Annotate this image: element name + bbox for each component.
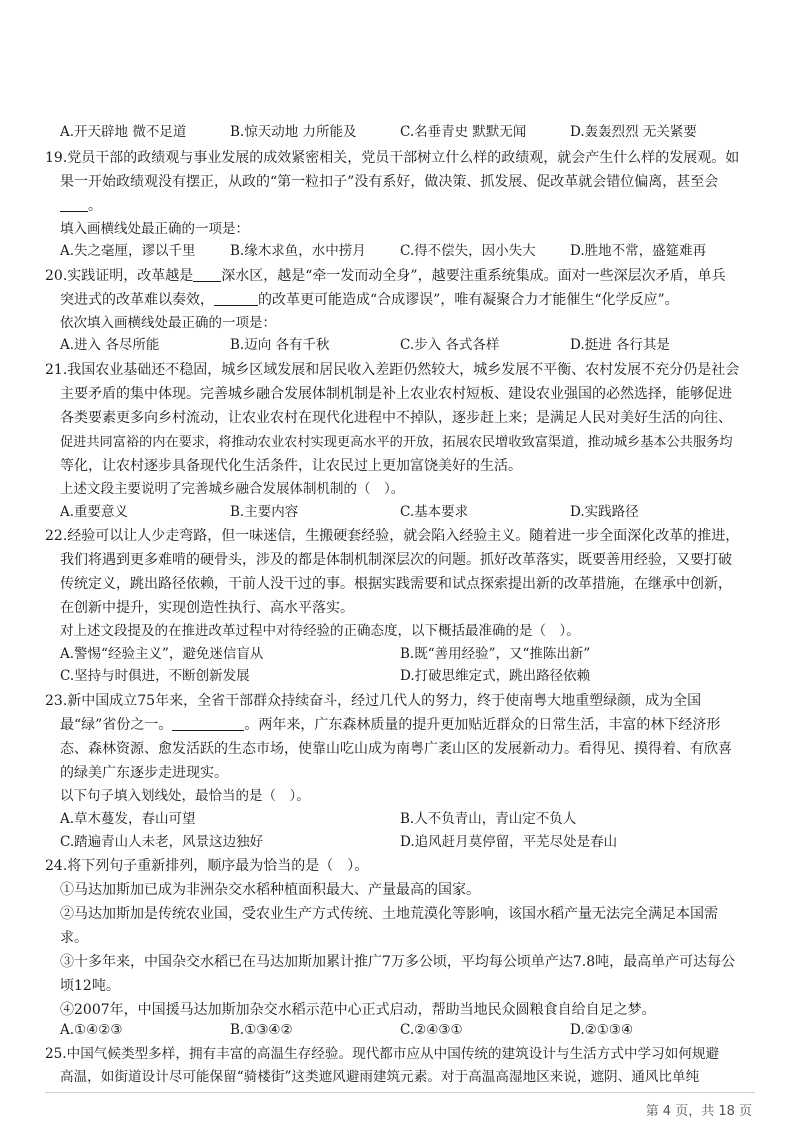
q23-option-c: C.踏遍青山人未老，风景这边独好 (60, 834, 264, 850)
q21-option-b: B.主要内容 (230, 504, 299, 520)
q20-prompt: 依次填入画横线处最正确的一项是： (60, 315, 276, 331)
q21-option-d: D.实践路径 (570, 504, 639, 520)
q21-line: 主要矛盾的集中体现。完善城乡融合发展体制机制是补上农业农村短板、建设农业强国的必然选择，能够促进 (60, 386, 732, 402)
q18-option-c: C.名垂青史 默默无闻 (400, 124, 527, 140)
q18-option-b: B.惊天动地 力所能及 (230, 124, 357, 140)
q24-option-d: D.②①③④ (570, 1022, 634, 1038)
q24-item: ①马达加斯加已成为非洲杂交水稻种植面积最大、产量最高的国家。 (60, 882, 480, 898)
q20-option-d: D.挺进 各行其是 (570, 337, 670, 353)
q24-item: ②马达加斯加是传统农业国，受农业生产方式传统、土地荒漠化等影响，该国水稻产量无法完全满足本国需 (60, 906, 718, 922)
answer-blank (60, 197, 88, 212)
q19-option-d: D.胜地不常，盛筵难再 (570, 243, 707, 259)
q20-option-c: C.步入 各式各样 (400, 337, 500, 353)
q18-option-d: D.轰轰烈烈 无关紧要 (570, 124, 697, 140)
q21-option-c: C.基本要求 (400, 504, 469, 520)
q24-option-c: C.②④③① (400, 1022, 463, 1038)
q20-line: 20.实践证明，改革越是 深水区，越是“牵一发而动全身”，越要注重系统集成。面对一些深层次矛盾，单兵 (45, 268, 726, 284)
q23-line: 最“绿”省份之一。 。两年来，广东森林质量的提升更加贴近群众的日常生活，丰富的林下经济形 (60, 717, 721, 733)
q22-option-d: D.打破思维定式，跳出路径依赖 (400, 668, 591, 684)
answer-blank (172, 716, 244, 731)
q22-options-row2 (60, 665, 760, 687)
q19-line: 19.党员干部的政绩观与事业发展的成效紧密相关，党员干部树立什么样的政绩观，就会产生什么样的发展观。如 (45, 150, 740, 166)
q24-item: ④2007年，中国援马达加斯加杂交水稻示范中心正式启动，帮助当地民众圆粮食自给自足之梦。 (60, 1002, 656, 1018)
footer-divider (45, 1092, 755, 1093)
q19-option-a: A.失之毫厘，谬以千里 (60, 243, 196, 259)
q23-options-row2 (60, 831, 760, 853)
q21-line: 促进共同富裕的内在要求，将推动农业农村实现更高水平的开放，拓展农民增收致富渠道，推动城乡基本公共服务均 (60, 435, 733, 450)
q22-prompt: 对上述文段提及的在推进改革过程中对待经验的正确态度，以下概括最准确的是（ ）。 (60, 623, 580, 639)
q25-line: 高温，如街道设计尽可能保留“骑楼街”这类遮风避雨建筑元素。对于高温高湿地区来说，遮阴、通风比单纯 (60, 1069, 700, 1085)
q20-option-b: B.迈向 各有千秋 (230, 337, 330, 353)
q22-options-row1 (60, 643, 760, 665)
q21-option-a: A.重要意义 (60, 504, 129, 520)
q24-stem: 24.将下列句子重新排列，顺序最为恰当的是（ ）。 (45, 858, 369, 874)
q20-line: 突进式的改革难以奏效， 的改革更可能造成“合成谬误”，唯有凝聚合力才能催生“化学反应”。 (60, 292, 679, 308)
q24-item: 求。 (60, 930, 88, 946)
answer-blank (193, 267, 221, 282)
q19-options (60, 240, 760, 262)
q20-option-a: A.进入 各尽所能 (60, 337, 160, 353)
q23-option-d: D.追风赶月莫停留，平芜尽处是春山 (400, 834, 618, 850)
q18-options (60, 121, 760, 143)
q22-option-a: A.警惕“经验主义”，避免迷信盲从 (60, 646, 264, 662)
q22-line: 22.经验可以让人少走弯路，但一味迷信，生搬硬套经验，就会陷入经验主义。随着进一步全面深化改革的推进， (45, 528, 740, 544)
q22-line: 在创新中提升，实现创造性执行、高水平落实。 (60, 600, 354, 616)
q19-option-b: B.缘木求鱼，水中捞月 (230, 243, 366, 259)
answer-blank (214, 291, 258, 306)
q24-option-a: A.①④②③ (60, 1022, 123, 1038)
q21-line: 21.我国农业基础还不稳固，城乡区域发展和居民收入差距仍然较大，城乡发展不平衡、农村发展不充分仍是社会 (45, 362, 740, 378)
q23-line: 23.新中国成立75年来，全省干部群众持续奋斗，经过几代人的努力，终于使南粤大地重塑绿颜，成为全国 (45, 693, 702, 709)
q21-prompt: 上述文段主要说明了完善城乡融合发展体制机制的（ ）。 (60, 481, 405, 497)
q24-options (60, 1019, 760, 1041)
q22-line: 我们将遇到更多难啃的硬骨头，涉及的都是体制机制深层次的问题。抓好改革落实，既要善用经验，又要打破 (60, 552, 732, 568)
q22-option-c: C.坚持与时俱进，不断创新发展 (60, 668, 250, 684)
q21-line: 各类要素更多向乡村流动，让农业农村在现代化进程中不掉队，逐步赶上来；是满足人民对美好生活的向往、 (60, 410, 732, 426)
q18-option-a: A.开天辟地 微不足道 (60, 124, 187, 140)
q25-line: 25.中国气候类型多样，拥有丰富的高温生存经验。现代都市应从中国传统的建筑设计与生活方式中学习如何规避 (45, 1046, 720, 1062)
q21-options (60, 501, 760, 523)
q21-line: 等化，让农村逐步具备现代化生活条件，让农民过上更加富饶美好的生活。 (60, 458, 522, 474)
q20-options (60, 334, 760, 356)
q23-options-row1 (60, 808, 760, 830)
page-number: 第 4 页，共 18 页 (645, 1104, 752, 1119)
q23-line: 态、森林资源、愈发活跃的生态市场，使靠山吃山成为南粤广袤山区的发展新动力。看得见、摸得着、有欣喜 (60, 741, 732, 757)
q24-option-b: B.①③④② (230, 1022, 293, 1038)
q19-line-blank: 。 (60, 195, 760, 218)
q22-line: 传统定义，跳出路径依赖，干前人没干过的事。根据实践需要和试点探索提出新的改革措施，在继承中创新， (60, 576, 732, 592)
q23-option-a: A.草木蔓发，春山可望 (60, 811, 196, 827)
q19-prompt: 填入画横线处最正确的一项是： (60, 221, 249, 237)
q23-option-b: B.人不负青山，青山定不负人 (400, 811, 577, 827)
q19-option-c: C.得不偿失，因小失大 (400, 243, 536, 259)
q24-item: ③十多年来，中国杂交水稻已在马达加斯加累计推广7万多公顷，平均每公顷单产达7.8吨，最高单产可达每公 (60, 954, 736, 970)
q23-prompt: 以下句子填入划线处，最恰当的是（ ）。 (60, 788, 310, 804)
q23-line: 的绿美广东逐步走进现实。 (60, 765, 228, 781)
q24-item: 顷12吨。 (60, 978, 120, 994)
q22-option-b: B.既“善用经验”，又“推陈出新” (400, 646, 591, 662)
q19-line: 果一开始政绩观没有摆正，从政的“第一粒扣子”没有系好，做决策、抓发展、促改革就会错位偏离，甚至会 (60, 174, 719, 190)
